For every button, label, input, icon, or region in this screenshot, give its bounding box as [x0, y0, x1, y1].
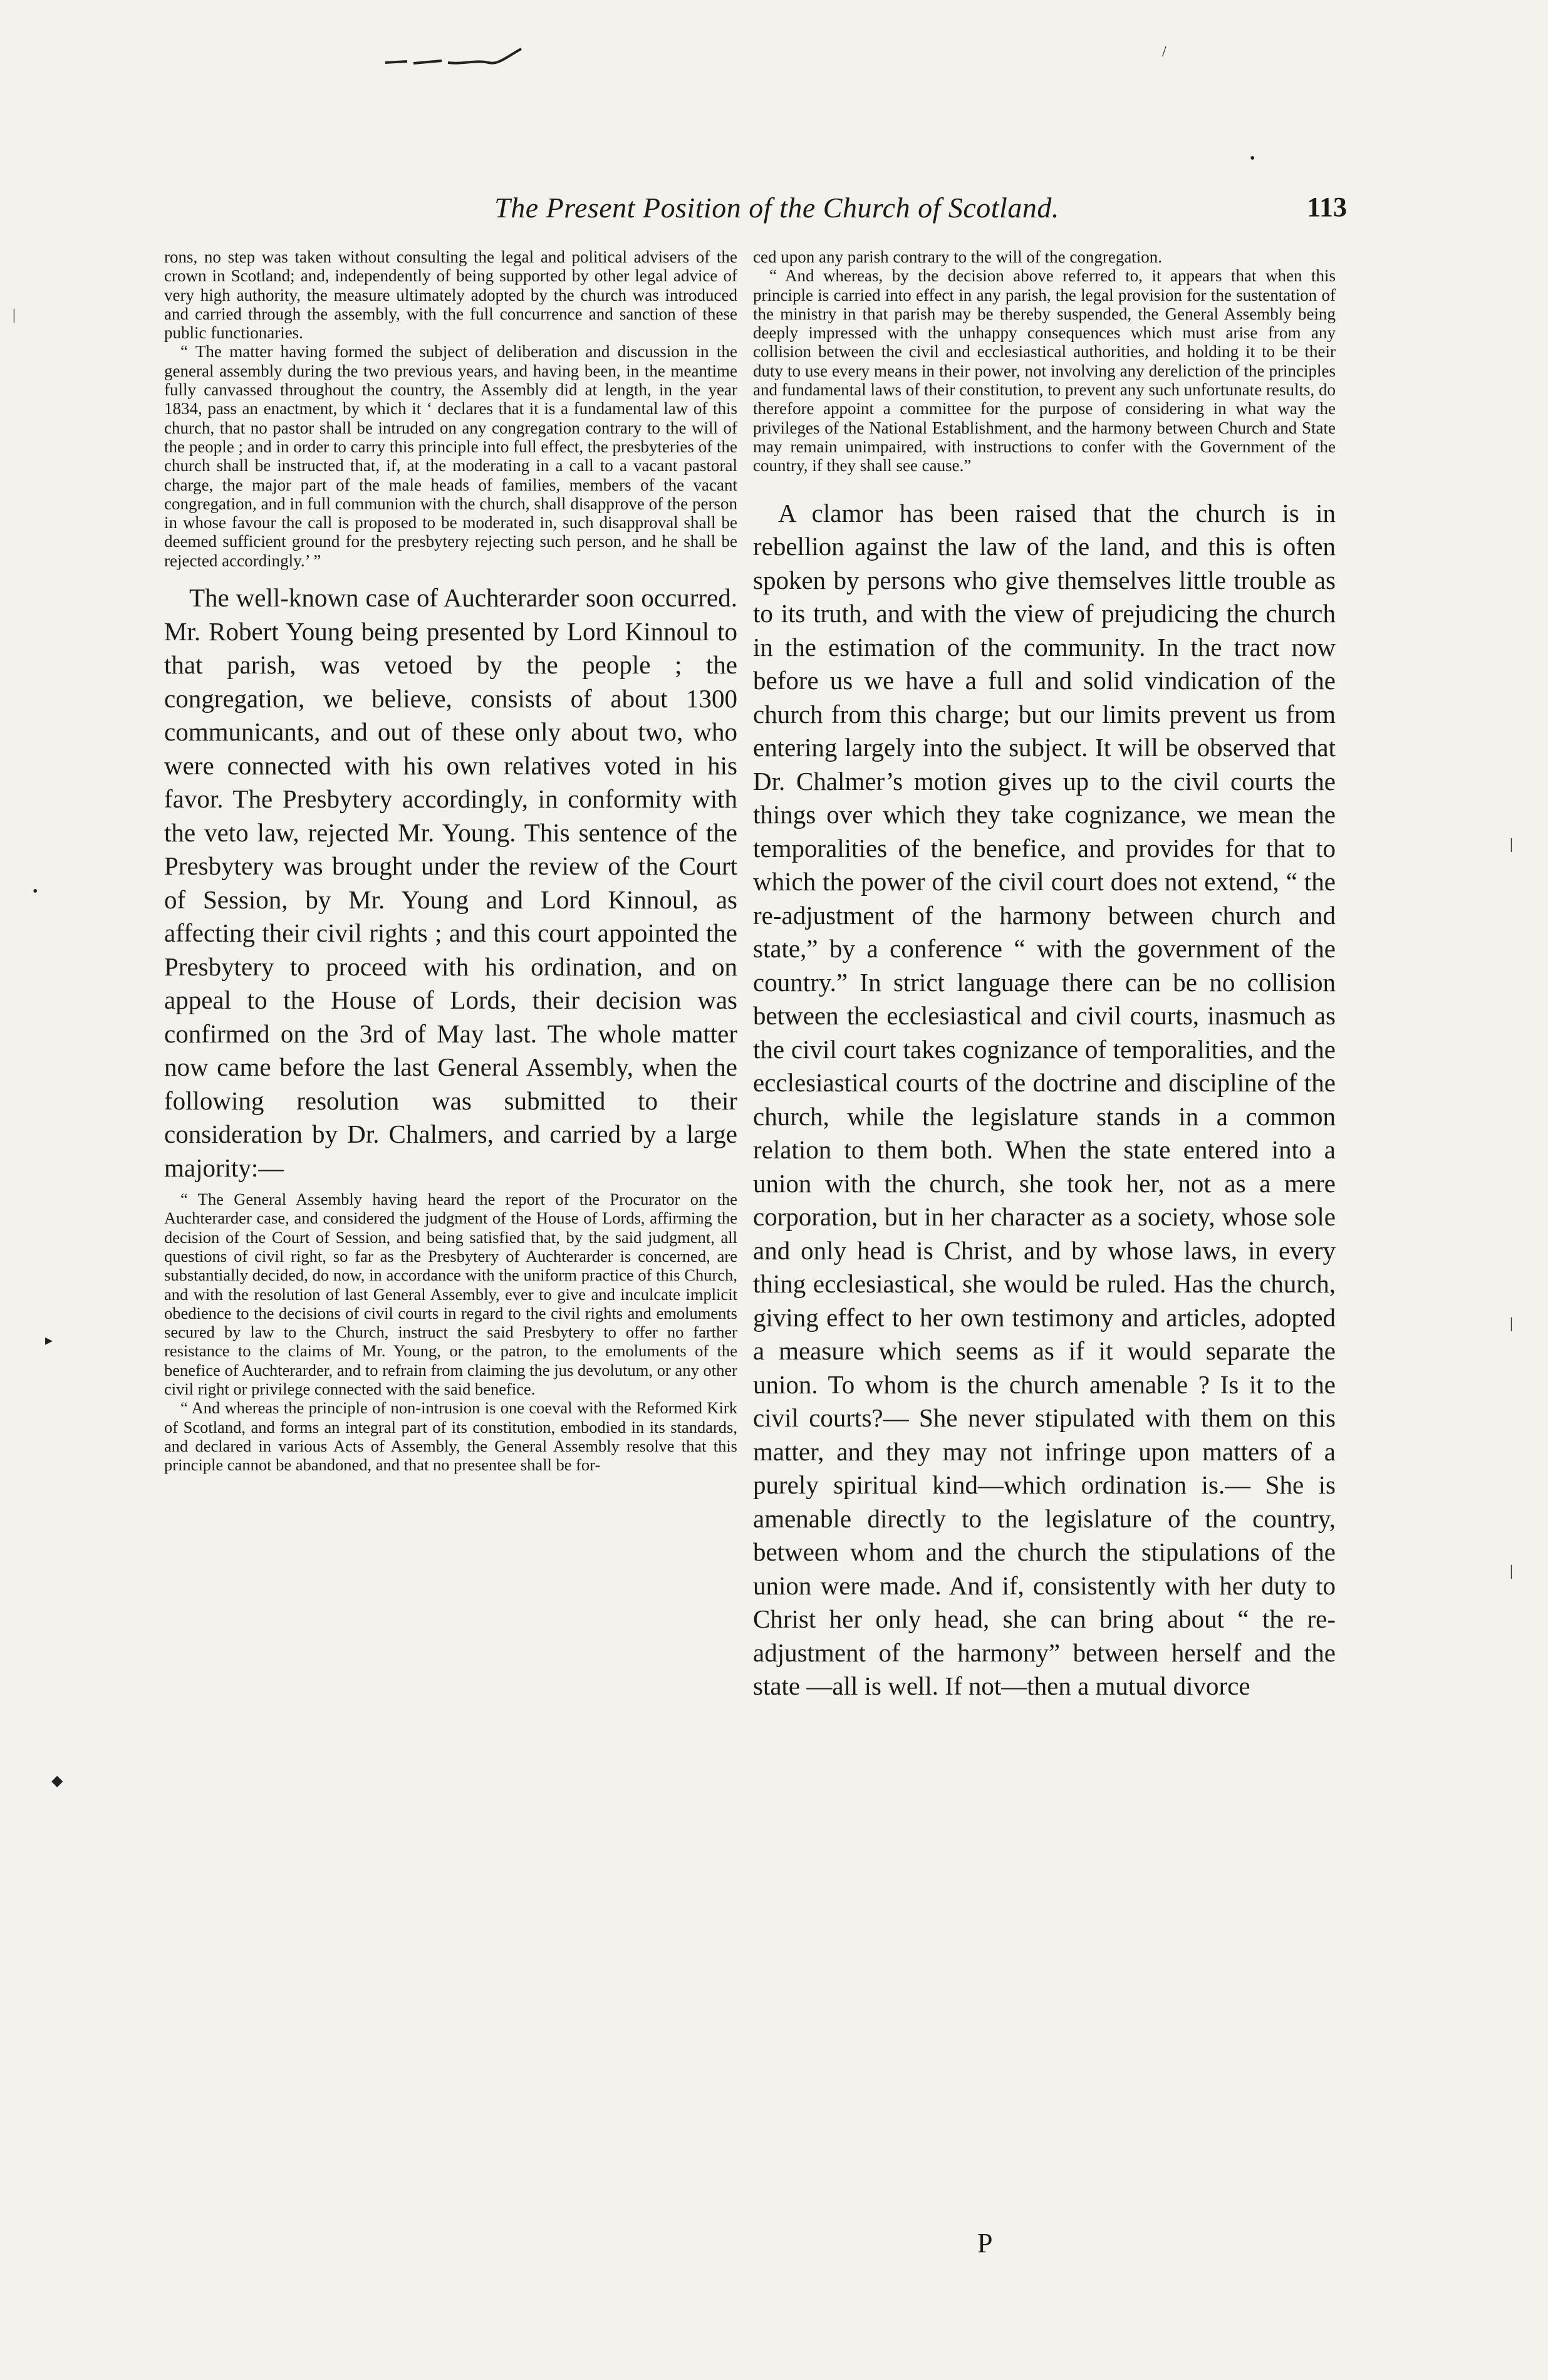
body-text [753, 497, 1336, 1703]
margin-mark: | [1510, 1563, 1513, 1579]
margin-dot: • [33, 883, 38, 900]
quote-paragraph: rons, no step was taken without consulting the legal and political advisers of the crown in Scotland; and, independently of being supported by other legal advice of very high authority, the measure ultimately adopted by the church was introduced and carried through the assembly, with the full concurrence and sanction of these public functionaries. [164, 247, 737, 343]
body-paragraph: A clamor has been raised that the church is in rebellion against the law of the land, and this is often spoken by persons who give themselves little trouble as to its truth, and with the view of prejudicing the church in the estimation of the community. In the tract now before us we have a full and solid vindication of the church from this charge; but our limits prevent us from entering largely into the subject. It will be observed that Dr. Chalmer’s motion gives up to the civil courts the things over which they take cognizance, we mean the temporalities of the benefice, and provides for that to which the power of the civil court does not extend, “ the re-adjustment of the harmony between church and state,” by a conference “ with the government of the country.” In strict language there can be no collision between the ecclesiastical and civil courts, inasmuch as the civil court takes cognizance of temporalities, and the ecclesiastical courts of the doctrine and discipline of the church, while the legislature stands in a common relation to them both. When the state entered into a union with the church, she took her, not as a mere corporation, but in her character as a society, whose sole and only head is Christ, and by whose laws, in every thing ecclesiastical, she would be ruled. Has the church, giving effect to her own testimony and articles, adopted a measure which seems as if it would separate the union. To whom is the church amenable ? Is it to the civil courts?— She never stipulated with them on this matter, and they may not infringe upon matters of a purely spiritual kind—which ordination is.— She is amenable directly to the legislature of the country, between whom and the church the stipulations of the union were made. And if, consistently with her duty to Christ her only head, she can bring about “ the re-adjustment of the harmony” between herself and the state —all is well. If not—then a mutual divorce [753, 498, 1336, 1701]
quote-paragraph: “ The matter having formed the subject of deliberation and discussion in the general assembly during the two previous years, and having been, in the meantime fully canvassed throughout the country, the Assembly did at length, in the year 1834, pass an enactment, by which it ‘ declares that it is a fundamental law of this church, that no pastor shall be intruded on any congregation contrary to the will of the people ; and in order to carry this principle into full effect, the presbyteries of the church shall be instructed that, if, at the moderating in a call to a vacant pastoral charge, the major part of the male heads of families, members of the vacant congregation, and in full communion with the church, shall disapprove of the person in whose favour the call is proposed to be moderated in, such disapproval shall be deemed sufficient ground for the presbytery rejecting such person, and he shall be rejected accordingly.’ ” [164, 342, 737, 570]
quote-block-continuation [164, 247, 737, 570]
quote-paragraph: “ And whereas the principle of non-intrusion is one coeval with the Reformed Kirk of Scotland, and forms an integral part of its constitution, embodied in its standards, and declared in various Acts of Assembly, the General Assembly resolve that this principle cannot be abandoned, and that no presentee shall be for- [164, 1398, 737, 1475]
margin-mark: / [1162, 44, 1166, 60]
margin-mark: | [1510, 1316, 1513, 1332]
ink-scrawl-mark [382, 44, 526, 75]
body-text [164, 581, 737, 1185]
right-column [753, 247, 1336, 1703]
running-title: The Present Position of the Church of Scotland. [494, 192, 1059, 224]
resolution-quote-continued [753, 247, 1336, 475]
margin-mark: | [1510, 836, 1513, 853]
margin-dot: ▸ [45, 1333, 53, 1349]
body-paragraph: The well-known case of Auchterarder soon occurred. Mr. Robert Young being presented by Lord Kinnoul to that parish, was vetoed by the people ; the congregation, we believe, consists of about 1300 communicants, and out of these only about two, who were connected with his own relatives voted in his favor. The Presbytery accordingly, in conformity with the veto law, rejected Mr. Young. This sentence of the Presbytery was brought under the review of the Court of Session, by Mr. Young and Lord Kinnoul, as affecting their civil rights ; and this court appointed the Presbytery to proceed with his ordination, and on appeal to the House of Lords, their decision was confirmed on the 3rd of May last. The whole matter now came before the last General Assembly, when the following resolution was submitted to their consideration by Dr. Chalmers, and carried by a large majority:— [164, 583, 737, 1182]
resolution-quote [164, 1190, 737, 1474]
quote-paragraph: “ And whereas, by the decision above referred to, it appears that when this principle is carried into effect in any parish, the legal provision for the sustentation of the ministry in that parish may be thereby suspended, the General Assembly being deeply impressed with the unhappy consequences which must arise from any collision between the civil and ecclesiastical authorities, and holding it to be their duty to use every means in their power, not involving any dereliction of the principles and fundamental laws of their constitution, to prevent any such unfortunate results, do therefore appoint a committee for the purpose of considering in what way the privileges of the National Establishment, and the harmony between Church and State may remain unimpaired, with instructions to confer with the Government of the country, if they shall see cause.” [753, 266, 1336, 475]
quote-paragraph: ced upon any parish contrary to the will of the congregation. [753, 247, 1163, 266]
quote-paragraph: “ The General Assembly having heard the report of the Procurator on the Auchterarder case, and considered the judgment of the House of Lords, affirming the decision of the Court of Session, and being satisfied that, by the said judgment, all questions of civil right, so far as the Presbytery of Auchterarder is concerned, are substantially decided, do now, in accordance with the uniform practice of this Church, and with the resolution of last General Assembly, ever to give and inculcate implicit obedience to the decisions of civil courts in regard to the civil rights and emoluments secured by law to the Church, instruct the said Presbytery to offer no farther resistance to the claims of Mr. Young, or the patron, to the emoluments of the benefice of Auchterarder, and to refrain from claiming the jus devolutum, or any other civil right or privilege connected with the said benefice. [164, 1190, 737, 1399]
margin-dot: • [1250, 150, 1255, 167]
page-number: 113 [1307, 192, 1347, 222]
margin-mark: | [13, 307, 16, 323]
signature-mark: P [977, 2228, 993, 2258]
page-header [188, 191, 1347, 229]
margin-dot: ◆ [51, 1773, 63, 1789]
left-column [164, 247, 737, 1475]
